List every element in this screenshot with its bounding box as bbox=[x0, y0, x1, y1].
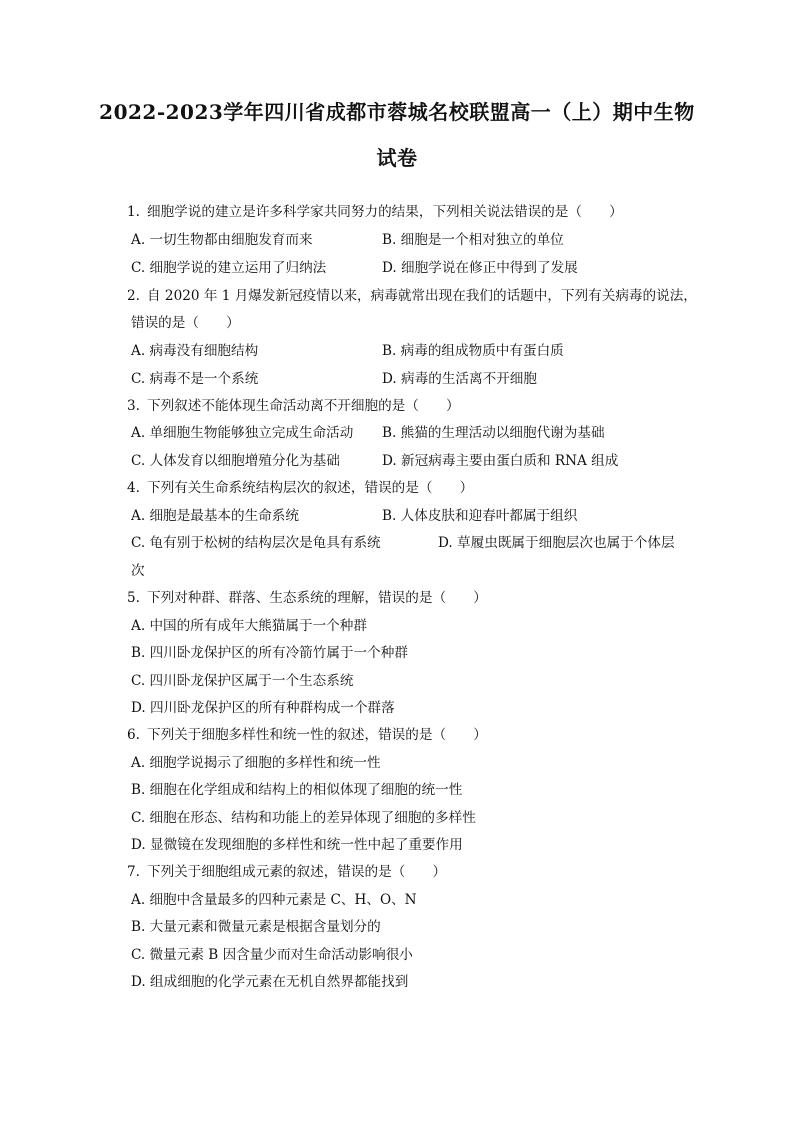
question-4-option-d-wrap: 次 bbox=[131, 563, 145, 579]
question-number: 4. bbox=[127, 480, 140, 496]
question-5-stem: 5. 下列对种群、群落、生态系统的理解，错误的是（ ） bbox=[127, 590, 487, 606]
question-4-option-a: A. 细胞是最基本的生命系统 bbox=[131, 508, 299, 524]
question-3-stem: 3. 下列叙述不能体现生命活动离不开细胞的是（ ） bbox=[127, 398, 460, 414]
question-number: 3. bbox=[127, 398, 140, 414]
question-6-option-a: A. 细胞学说揭示了细胞的多样性和统一性 bbox=[131, 755, 381, 771]
exam-title-line-1: 2022-2023学年四川省成都市蓉城名校联盟高一（上）期中生物 bbox=[99, 100, 695, 124]
question-2-stem-continued: 错误的是（ ） bbox=[131, 315, 240, 331]
question-2-option-a: A. 病毒没有细胞结构 bbox=[131, 343, 259, 359]
question-7-option-b: B. 大量元素和微量元素是根据含量划分的 bbox=[131, 919, 381, 935]
question-number: 5. bbox=[127, 590, 140, 606]
question-2-option-b: B. 病毒的组成物质中有蛋白质 bbox=[382, 343, 564, 359]
question-3-option-c: C. 人体发育以细胞增殖分化为基础 bbox=[131, 453, 340, 469]
question-1-stem: 1. 细胞学说的建立是许多科学家共同努力的结果，下列相关说法错误的是（ ） bbox=[127, 204, 623, 220]
question-3-option-d: D. 新冠病毒主要由蛋白质和 RNA 组成 bbox=[382, 453, 619, 469]
question-6-stem: 6. 下列关于细胞多样性和统一性的叙述，错误的是（ ） bbox=[127, 727, 487, 743]
question-1-option-a: A. 一切生物都由细胞发育而来 bbox=[131, 232, 313, 248]
question-3-option-a: A. 单细胞生物能够独立完成生命活动 bbox=[131, 425, 354, 441]
question-4-option-b: B. 人体皮肤和迎春叶都属于组织 bbox=[382, 508, 578, 524]
question-2-stem: 2. 自 2020 年 1 月爆发新冠疫情以来，病毒就常出现在我们的话题中，下列有关病毒的说法， bbox=[127, 288, 697, 304]
question-6-option-c: C. 细胞在形态、结构和功能上的差异体现了细胞的多样性 bbox=[131, 810, 476, 826]
question-5-option-d: D. 四川卧龙保护区的所有种群构成一个群落 bbox=[131, 700, 395, 716]
question-4-option-d: D. 草履虫既属于细胞层次也属于个体层 bbox=[438, 535, 675, 551]
exam-title-line-2: 试卷 bbox=[376, 146, 418, 170]
question-1-option-d: D. 细胞学说在修正中得到了发展 bbox=[382, 260, 578, 276]
question-number: 2. bbox=[127, 288, 140, 304]
question-number: 1. bbox=[127, 204, 140, 220]
question-2-option-c: C. 病毒不是一个系统 bbox=[131, 371, 259, 387]
question-7-option-a: A. 细胞中含量最多的四种元素是 C、H、O、N bbox=[131, 892, 417, 908]
question-7-option-d: D. 组成细胞的化学元素在无机自然界都能找到 bbox=[131, 974, 409, 990]
question-number: 7. bbox=[127, 864, 140, 880]
question-4-option-c: C. 龟有别于松树的结构层次是龟具有系统 bbox=[131, 535, 381, 551]
question-1-option-c: C. 细胞学说的建立运用了归纳法 bbox=[131, 260, 327, 276]
question-7-option-c: C. 微量元素 B 因含量少而对生命活动影响很小 bbox=[131, 947, 413, 963]
question-6-option-d: D. 显微镜在发现细胞的多样性和统一性中起了重要作用 bbox=[131, 837, 463, 853]
question-6-option-b: B. 细胞在化学组成和结构上的相似体现了细胞的统一性 bbox=[131, 782, 463, 798]
question-3-option-b: B. 熊猫的生理活动以细胞代谢为基础 bbox=[382, 425, 605, 441]
question-7-stem: 7. 下列关于细胞组成元素的叙述，错误的是（ ） bbox=[127, 864, 447, 880]
question-5-option-c: C. 四川卧龙保护区属于一个生态系统 bbox=[131, 673, 354, 689]
question-1-option-b: B. 细胞是一个相对独立的单位 bbox=[382, 232, 564, 248]
question-5-option-a: A. 中国的所有成年大熊猫属于一个种群 bbox=[131, 618, 367, 634]
question-4-stem: 4. 下列有关生命系统结构层次的叙述，错误的是（ ） bbox=[127, 480, 474, 496]
question-5-option-b: B. 四川卧龙保护区的所有冷箭竹属于一个种群 bbox=[131, 645, 408, 661]
question-number: 6. bbox=[127, 727, 140, 743]
question-2-option-d: D. 病毒的生活离不开细胞 bbox=[382, 371, 537, 387]
